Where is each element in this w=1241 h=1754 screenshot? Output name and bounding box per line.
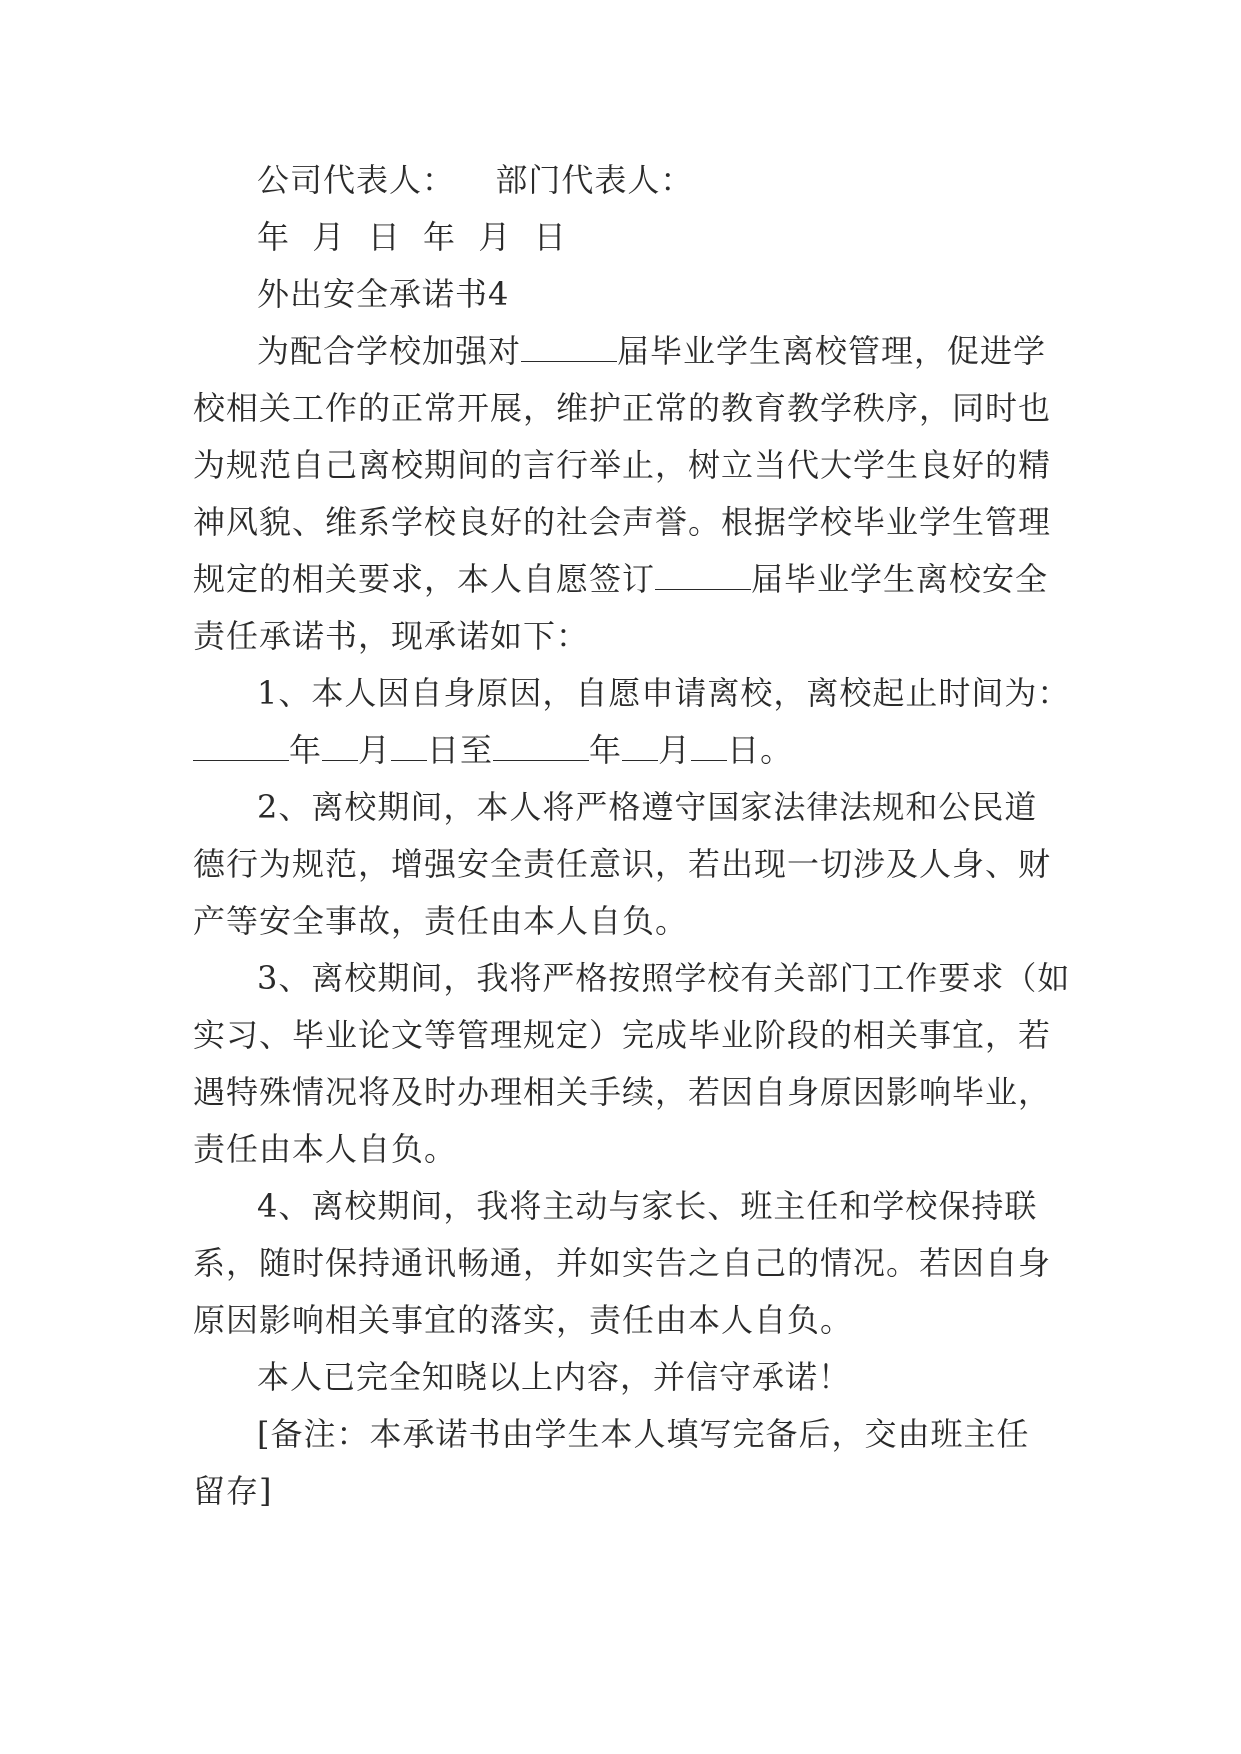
fill-blank[interactable]	[622, 732, 658, 761]
fill-blank[interactable]	[322, 732, 358, 761]
acknowledge-paragraph	[193, 1357, 1050, 1398]
text-line: 校相关工作的正常开展，维护正常的教育教学秩序，同时也	[193, 389, 1052, 427]
date-line: 年 月 日 年 月 日	[257, 218, 567, 256]
fill-blank[interactable]	[521, 333, 617, 362]
text-line: 规定的相关要求，本人自愿签订 届毕业学生离校安全	[193, 560, 1049, 598]
department-rep-label: 部门代表人：	[495, 161, 694, 199]
fill-blank[interactable]	[691, 732, 727, 761]
fill-blank[interactable]	[391, 732, 427, 761]
text-line: [备注：本承诺书由学生本人填写完备后，交由班主任	[257, 1415, 1030, 1453]
text-line: 系，随时保持通讯畅通，并如实告之自己的情况。若因自身	[193, 1244, 1052, 1282]
item-4-paragraph	[193, 1186, 1050, 1341]
text-line: 本人已完全知晓以上内容，并信守承诺！	[257, 1358, 852, 1396]
document-page	[193, 160, 1071, 1528]
note-paragraph	[193, 1414, 1050, 1512]
company-rep-label: 公司代表人：	[257, 161, 456, 199]
text-line: 为配合学校加强对 届毕业学生离校管理，促进学	[257, 332, 1047, 370]
text-line: 实习、毕业论文等管理规定）完成毕业阶段的相关事宜，若	[193, 1016, 1052, 1054]
item-1-paragraph	[193, 673, 1071, 771]
signature-line	[193, 160, 1050, 201]
text-line: 责任由本人自负。	[193, 1130, 458, 1168]
text-line: 2、离校期间，本人将严格遵守国家法律法规和公民道	[257, 788, 1038, 826]
text-line: 3、离校期间，我将严格按照学校有关部门工作要求（如	[257, 959, 1071, 997]
text-line: 1、本人因自身原因，自愿申请离校，离校起止时间为：	[257, 674, 1071, 712]
fill-blank[interactable]	[493, 732, 589, 761]
text-line: 德行为规范，增强安全责任意识，若出现一切涉及人身、财	[193, 845, 1052, 883]
item-2-paragraph	[193, 787, 1050, 942]
date-range-line: 年 月 日至 年 月 日。	[193, 730, 1050, 771]
text-line: 神风貌、维系学校良好的社会声誉。根据学校毕业学生管理	[193, 503, 1052, 541]
section-title: 外出安全承诺书4	[257, 275, 510, 313]
item-3-paragraph	[193, 958, 1071, 1170]
text-line: 4、离校期间，我将主动与家长、班主任和学校保持联	[257, 1187, 1038, 1225]
intro-paragraph	[193, 331, 1050, 657]
text-line: 遇特殊情况将及时办理相关手续，若因自身原因影响毕业，	[193, 1073, 1052, 1111]
fill-blank[interactable]	[193, 732, 289, 761]
text-line: 为规范自己离校期间的言行举止，树立当代大学生良好的精	[193, 446, 1052, 484]
text-line: 产等安全事故，责任由本人自负。	[193, 902, 689, 940]
text-line: 责任承诺书，现承诺如下：	[193, 617, 590, 655]
text-line: 留存]	[193, 1472, 273, 1510]
fill-blank[interactable]	[655, 561, 751, 590]
text-line: 原因影响相关事宜的落实，责任由本人自负。	[193, 1301, 854, 1339]
